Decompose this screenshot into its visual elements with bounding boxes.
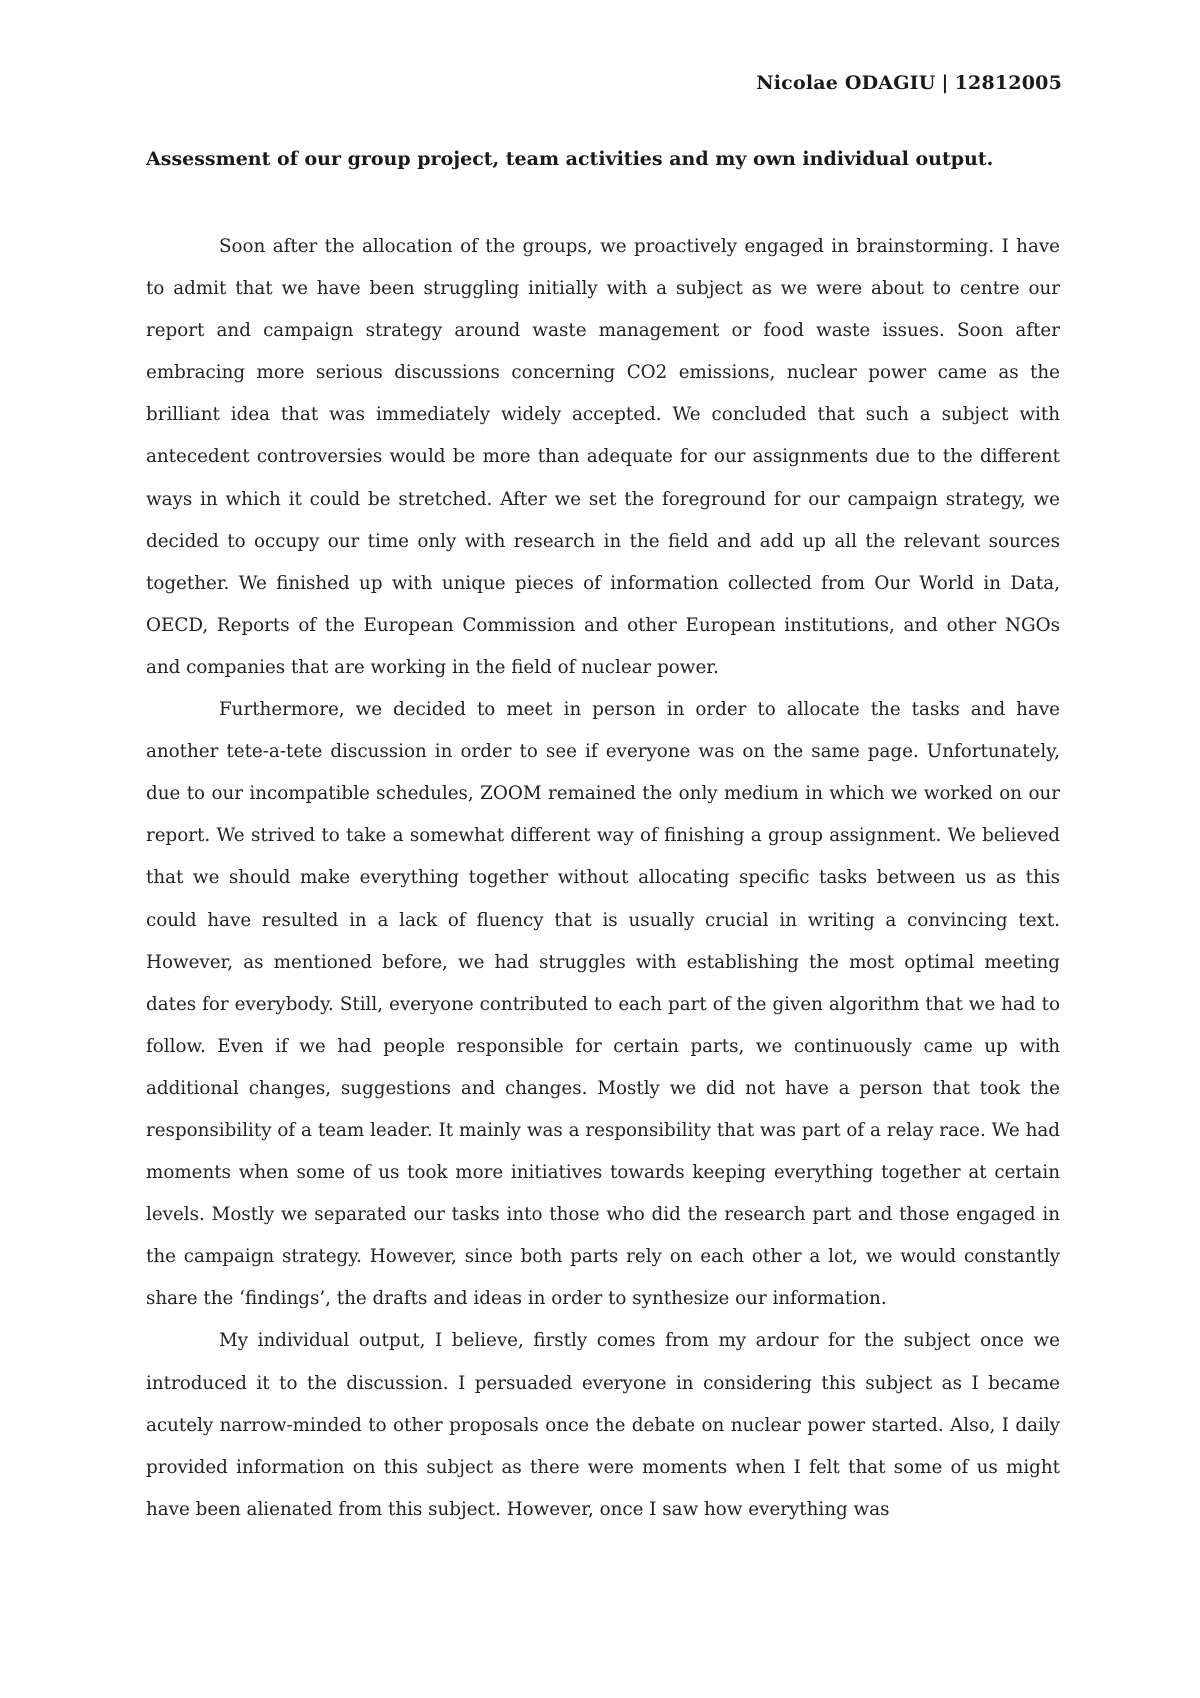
student-id: 12812005 — [954, 72, 1062, 94]
paragraph: Soon after the allocation of the groups, we proactively engaged in brainstorming. I have to admit that we have been struggling initially with a subject as we were about to centre our report and campaign strategy around waste management or food waste issues. Soon after embracing more serious discussions concerning CO2 emissions, nuclear power came as the brilliant idea that was immediately widely accepted. We concluded that such a subject with antecedent controversies would be more than adequate for our assignments due to the different ways in which it could be stretched. After we set the foreground for our campaign strategy, we decided to occupy our time only with research in the field and add up all the relevant sources together. We finished up with unique pieces of information collected from Our World in Data, OECD, Reports of the European Commission and other European institutions, and other NGOs and companies that are working in the field of nuclear power. — [146, 236, 1060, 678]
header-separator: | — [941, 72, 949, 94]
author-name: Nicolae ODAGIU — [756, 72, 936, 94]
paragraph: Furthermore, we decided to meet in person in order to allocate the tasks and have another tete-a-tete discussion in order to see if everyone was on the same page. Unfortunately, due to our incompatible schedules, ZOOM remained the only medium in which we worked on our report. We strived to take a somewhat different way of finishing a group assignment. We believed that we should make everything together without allocating specific tasks between us as this could have resulted in a lack of fluency that is usually crucial in writing a convincing text. However, as mentioned before, we had struggles with establishing the most optimal meeting dates for everybody. Still, everyone contributed to each part of the given algorithm that we had to follow. Even if we had people responsible for certain parts, we continuously came up with additional changes, suggestions and changes. Mostly we did not have a person that took the responsibility of a team leader. It mainly was a responsibility that was part of a relay race. We had moments when some of us took more initiatives towards keeping everything together at certain levels. Mostly we separated our tasks into those who did the research part and those engaged in the campaign strategy. However, since both parts rely on each other a lot, we would constantly share the ‘findings’, the drafts and ideas in order to synthesize our information. — [146, 699, 1060, 1310]
document-body — [146, 226, 1060, 1531]
page-header — [756, 72, 1062, 94]
document-title: Assessment of our group project, team activities and my own individual output. — [146, 148, 994, 170]
paragraph: My individual output, I believe, firstly comes from my ardour for the subject once we introduced it to the discussion. I persuaded everyone in considering this subject as I became acutely narrow-minded to other proposals once the debate on nuclear power started. Also, I daily provided information on this subject as there were moments when I felt that some of us might have been alienated from this subject. However, once I saw how everything was — [146, 1330, 1060, 1520]
